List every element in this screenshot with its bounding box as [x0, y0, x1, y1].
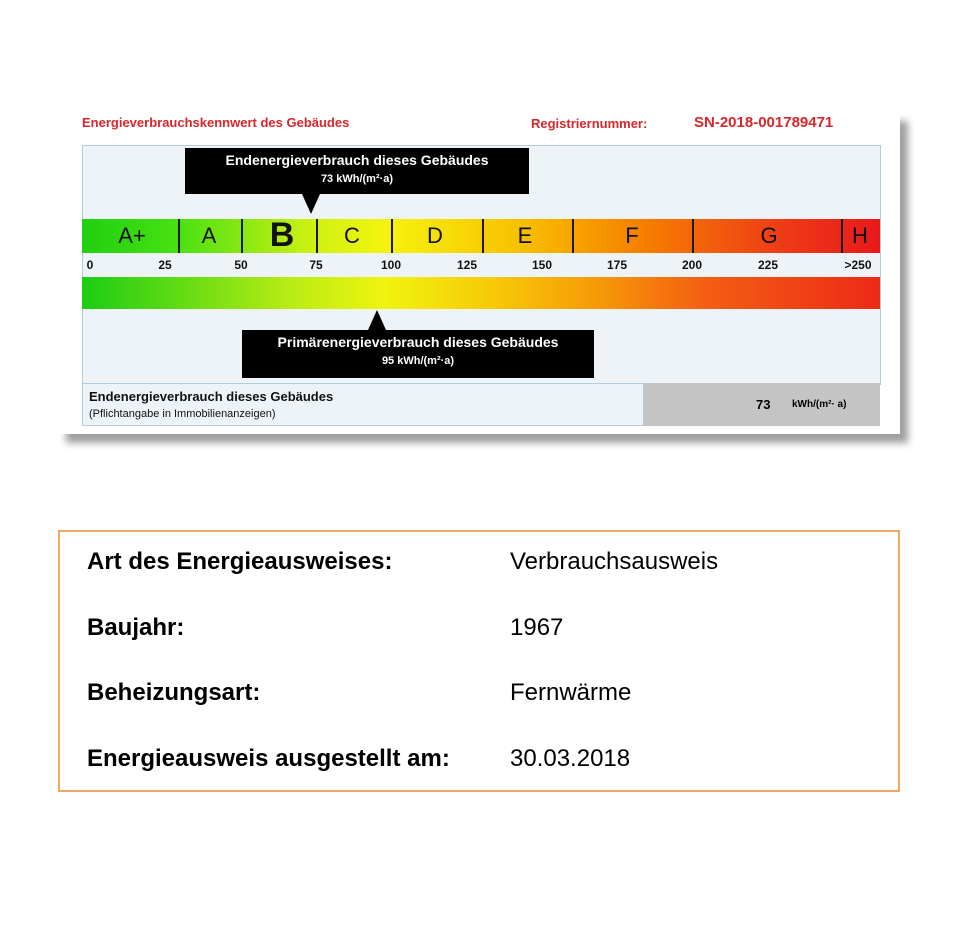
primary-energy-callout [242, 330, 594, 378]
footer-value: 73 [756, 397, 771, 412]
energy-certificate-card [58, 112, 900, 434]
energy-class-label: A+ [118, 223, 146, 248]
footer-value-box [644, 383, 880, 426]
info-value: 1967 [510, 614, 564, 641]
scale-tick: 200 [681, 258, 703, 272]
info-value: 30.03.2018 [510, 745, 631, 772]
footer-note: (Pflichtangabe in Immobilienanzeigen) [89, 408, 276, 420]
class-separator [391, 219, 393, 253]
class-separator [316, 219, 318, 253]
class-separator [178, 219, 180, 253]
scale-tick: 50 [234, 258, 248, 272]
scale-tick: 75 [309, 258, 323, 272]
registration-number: SN-2018-001789471 [694, 114, 834, 131]
scale-tick: 225 [757, 258, 779, 272]
class-separator [572, 219, 574, 253]
energy-class-label: F [625, 223, 639, 248]
energy-class-label: C [344, 223, 360, 248]
scale-tick: 25 [158, 258, 172, 272]
info-value: Fernwärme [510, 679, 632, 706]
end-energy-value: 73 kWh/(m²·a) [320, 173, 394, 185]
class-separator [841, 219, 843, 253]
footer-label-box [82, 383, 644, 426]
energy-class-label: E [517, 223, 533, 248]
class-separator [241, 219, 243, 253]
end-energy-marker-arrow [302, 194, 320, 214]
footer-unit: kWh/(m²· a) [792, 399, 847, 410]
scale-tick: 0 [86, 258, 94, 272]
primary-energy-label: Primärenergieverbrauch dieses Gebäudes [277, 334, 559, 350]
scale-tick: 150 [531, 258, 553, 272]
energy-class-label: D [427, 223, 443, 248]
primary-energy-gradient-bar [82, 277, 880, 309]
footer-label: Endenergieverbrauch dieses Gebäudes [89, 389, 334, 404]
scale-tick: 175 [606, 258, 628, 272]
end-energy-callout [185, 148, 529, 194]
certificate-info-box [58, 530, 900, 792]
info-value: Verbrauchsausweis [510, 548, 719, 575]
info-label: Art des Energieausweises: [87, 548, 393, 575]
energy-class-label: A [201, 223, 217, 248]
primary-energy-value: 95 kWh/(m²·a) [381, 355, 455, 367]
class-separator [482, 219, 484, 253]
certificate-title: Energieverbrauchskennwert des Gebäudes [82, 115, 350, 130]
class-separator [692, 219, 694, 253]
end-energy-label: Endenergieverbrauch dieses Gebäudes [225, 152, 489, 168]
info-label: Baujahr: [87, 614, 185, 641]
registration-label: Registriernummer: [531, 116, 648, 131]
scale-tick: >250 [844, 258, 872, 272]
scale-tick: 125 [456, 258, 478, 272]
primary-energy-marker-arrow [368, 310, 386, 330]
info-label: Beheizungsart: [87, 679, 261, 706]
info-label: Energieausweis ausgestellt am: [87, 745, 450, 772]
energy-class-label-highlighted: B [269, 216, 295, 254]
energy-class-label: H [852, 223, 868, 248]
energy-class-label: G [760, 223, 778, 248]
scale-tick: 100 [380, 258, 402, 272]
